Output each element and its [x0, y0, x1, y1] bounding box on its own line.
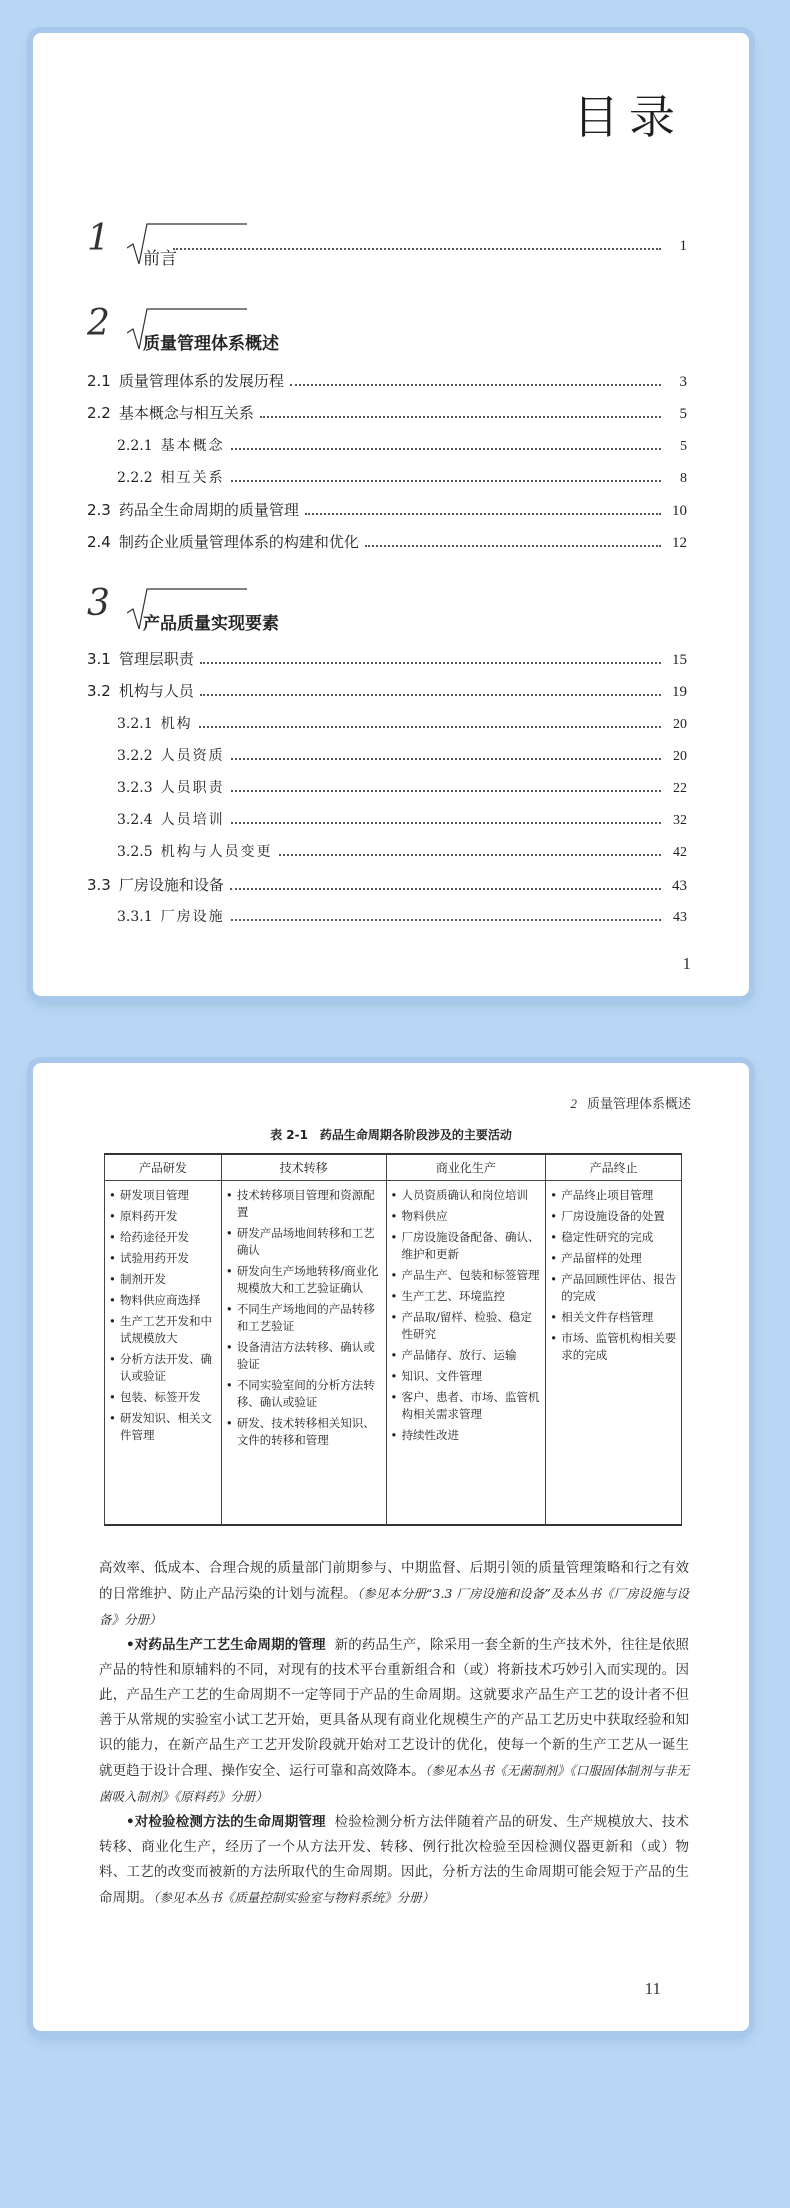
- leader-dots: [290, 384, 661, 386]
- toc-number: 3.2: [87, 682, 111, 700]
- toc-number: 2.2.1: [117, 438, 153, 454]
- list-item: • 研发、技术转移相关知识、文件的转移和管理: [226, 1415, 382, 1449]
- lifecycle-activities-table: [104, 1153, 682, 1526]
- toc-title: 目录: [573, 90, 685, 144]
- chapter-title: 前言: [143, 249, 177, 269]
- leader-dots: [231, 919, 661, 921]
- cross-reference: （参见本丛书《质量控制实验室与物料系统》分册）: [153, 1890, 435, 1905]
- toc-entry-title: 管理层职责: [118, 650, 194, 668]
- list-item: • 物料供应商选择: [109, 1292, 217, 1309]
- toc-row[interactable]: [173, 238, 687, 260]
- list-item: • 技术转移项目管理和资源配置: [226, 1187, 382, 1221]
- toc-page-number: 15: [672, 652, 687, 668]
- page-number: 11: [644, 1979, 661, 1998]
- leader-dots: [279, 854, 661, 856]
- table-caption: [33, 1126, 749, 1143]
- toc-page-number: 43: [673, 910, 687, 925]
- cross-reference: （参见本丛书《无菌制剂》《口服固体制剂与非无菌吸入制剂》《原料药》分册）: [99, 1763, 689, 1804]
- toc-page-number: 12: [672, 535, 687, 551]
- toc-entry-title: 机构与人员变更: [160, 844, 273, 860]
- table-number: 表 2-1: [270, 1128, 308, 1142]
- toc-row[interactable]: [117, 745, 687, 767]
- table-header-cell: 商业化生产: [386, 1154, 546, 1180]
- toc-entry-title: 基本概念: [160, 438, 225, 454]
- list-item: • 物料供应: [391, 1208, 542, 1225]
- toc-page: [33, 33, 749, 996]
- toc-page-number: 8: [680, 471, 687, 486]
- paragraph-text: 新的药品生产，除采用一套全新的生产技术外，往往是依照产品的特性和原辅料的不同，对现有的技术平台重新组合和（或）将新技术巧妙引入而实现的。因此，产品生产工艺的生命周期不一定等同于产品的生命周期。这就要求产品生产工艺的设计者不但善于从常规的实验室小试工艺开始，更具备从现有商业化规模生产的产品工艺历史中获取经验和知识的能力，在新产品生产工艺开发阶段就开始对工艺设计的优化，使每一个新的生产工艺从一诞生就更趋于设计合理、操作安全、运行可靠和高效降本。: [99, 1637, 689, 1779]
- toc-row[interactable]: [117, 713, 687, 735]
- toc-page-number: 20: [673, 749, 687, 764]
- table-caption-text: 药品生命周期各阶段涉及的主要活动: [319, 1128, 512, 1142]
- paragraph-lead: • 对药品生产工艺生命周期的管理: [126, 1637, 326, 1653]
- list-item: • 研发项目管理: [109, 1187, 217, 1204]
- leader-dots: [260, 416, 661, 418]
- toc-page-number: 43: [672, 878, 687, 894]
- list-item: • 人员资质确认和岗位培训: [391, 1187, 542, 1204]
- table-header-cell: 技术转移: [221, 1154, 386, 1180]
- chapter-title: 产品质量实现要素: [143, 614, 279, 634]
- list-item: • 不同实验室间的分析方法转移、确认或验证: [226, 1377, 382, 1411]
- toc-row[interactable]: [117, 435, 687, 457]
- toc-entry-title: 厂房设施和设备: [118, 876, 224, 894]
- toc-row[interactable]: [87, 680, 687, 702]
- toc-page-number: 3: [679, 374, 687, 390]
- leader-dots: [365, 545, 661, 547]
- leader-dots: [231, 790, 661, 792]
- toc-page-number: 1: [679, 238, 687, 254]
- list-item: • 不同生产场地间的产品转移和工艺验证: [226, 1301, 382, 1335]
- body-text: [99, 1556, 689, 1911]
- toc-row[interactable]: [117, 906, 687, 928]
- list-item: • 生产工艺、环境监控: [391, 1288, 542, 1305]
- list-item: • 研发向生产场地转移/商业化规模放大和工艺验证确认: [226, 1263, 382, 1297]
- toc-number: 2.4: [87, 533, 111, 551]
- running-head-chapter-title: 质量管理体系概述: [586, 1097, 691, 1112]
- list-item: • 产品取/留样、检验、稳定性研究: [391, 1309, 542, 1343]
- leader-dots: [200, 694, 661, 696]
- chapter-title: 质量管理体系概述: [143, 334, 279, 354]
- toc-number: 3.2.5: [117, 844, 153, 860]
- toc-row[interactable]: [117, 841, 687, 863]
- cross-reference: （参见本分册“3.3 厂房设施和设备”及本丛书《厂房设施与设备》分册）: [99, 1586, 689, 1627]
- leader-dots: [231, 480, 661, 482]
- list-item: • 市场、监管机构相关要求的完成: [550, 1330, 677, 1364]
- table-column-rd: [105, 1180, 222, 1525]
- paragraph-text: 检验检测分析方法伴随着产品的研发、生产规模放大、技术转移、商业化生产，经历了一个从方法开发、转移、例行批次检验至因检测仪器更新和（或）物料、工艺的改变而被新的方法所取代的生命周期。因此，分析方法的生命周期可能会短于产品的生命周期。: [99, 1814, 689, 1906]
- list-item: • 给药途径开发: [109, 1229, 217, 1246]
- toc-entry-title: 质量管理体系的发展历程: [118, 372, 284, 390]
- running-head-chapter-number: 2: [570, 1096, 577, 1111]
- chapter-3-heading[interactable]: [87, 583, 687, 635]
- toc-number: 3.1: [87, 650, 111, 668]
- leader-dots: [231, 758, 661, 760]
- list-item: • 设备清洁方法转移、确认或验证: [226, 1339, 382, 1373]
- toc-number: 2.1: [87, 372, 111, 390]
- paragraph: [99, 1633, 689, 1810]
- toc-entry-title: 人员资质: [160, 748, 225, 764]
- running-head: [570, 1093, 691, 1112]
- list-item: • 持续性改进: [391, 1427, 542, 1444]
- list-item: • 试验用药开发: [109, 1250, 217, 1267]
- toc-entry-title: 制药企业质量管理体系的构建和优化: [118, 533, 359, 551]
- toc-number: 2.3: [87, 501, 111, 519]
- list-item: • 产品终止项目管理: [550, 1187, 677, 1204]
- toc-page-number: 5: [680, 439, 687, 454]
- toc-number: 3.3.1: [117, 909, 153, 925]
- toc-entry-title: 机构与人员: [118, 682, 194, 700]
- table-column-tech-transfer: [221, 1180, 386, 1525]
- toc-row[interactable]: [87, 648, 687, 670]
- toc-page-number: 20: [673, 717, 687, 732]
- table-column-discontinuation: [546, 1180, 682, 1525]
- list-item: • 分析方法开发、确认或验证: [109, 1351, 217, 1385]
- table-column-commercial: [386, 1180, 546, 1525]
- toc-entry-title: 厂房设施: [160, 909, 225, 925]
- toc-row[interactable]: [87, 402, 687, 424]
- toc-number: 3.2.2: [117, 748, 153, 764]
- leader-dots: [173, 248, 661, 250]
- toc-entry-title: 人员职责: [160, 780, 225, 796]
- content-page: [33, 1063, 749, 2031]
- chapter-number: 3: [87, 583, 110, 624]
- paragraph-lead: • 对检验检测方法的生命周期管理: [126, 1814, 326, 1830]
- toc-page-number: 10: [672, 503, 687, 519]
- toc-number: 2.2.2: [117, 470, 153, 486]
- leader-dots: [199, 726, 661, 728]
- leader-dots: [231, 822, 661, 824]
- toc-number: 2.2: [87, 404, 111, 422]
- list-item: • 厂房设施设备配备、确认、维护和更新: [391, 1229, 542, 1263]
- toc-row[interactable]: [87, 370, 687, 392]
- toc-entry-title: 基本概念与相互关系: [118, 404, 254, 422]
- list-item: • 厂房设施设备的处置: [550, 1208, 677, 1225]
- list-item: • 生产工艺开发和中试规模放大: [109, 1313, 217, 1347]
- leader-dots: [230, 888, 661, 890]
- list-item: • 稳定性研究的完成: [550, 1229, 677, 1246]
- toc-row[interactable]: [87, 499, 687, 521]
- toc-page-number: 22: [673, 781, 687, 796]
- chapter-number: 1: [87, 218, 110, 259]
- toc-page-number: 32: [673, 813, 687, 828]
- table-header-cell: 产品研发: [105, 1154, 222, 1180]
- toc-number: 3.2.4: [117, 812, 153, 828]
- toc-entry-title: 机构: [160, 716, 193, 732]
- toc-row[interactable]: [87, 531, 687, 553]
- list-item: • 制剂开发: [109, 1271, 217, 1288]
- paragraph-text: 高效率、低成本、合理合规的质量部门前期参与、中期监督、后期引领的质量管理策略和行之有效的日常维护、防止产品污染的计划与流程。: [99, 1560, 689, 1602]
- toc-page-number: 19: [672, 684, 687, 700]
- list-item: • 产品留样的处理: [550, 1250, 677, 1267]
- toc-page-number: 42: [673, 845, 687, 860]
- list-item: • 产品回顾性评估、报告的完成: [550, 1271, 677, 1305]
- chapter-number: 2: [87, 303, 110, 344]
- leader-dots: [231, 448, 661, 450]
- toc-row[interactable]: [87, 874, 687, 896]
- toc-entry-title: 人员培训: [160, 812, 225, 828]
- toc-row[interactable]: [117, 467, 687, 489]
- toc-page-number: 5: [679, 406, 687, 422]
- leader-dots: [200, 662, 661, 664]
- list-item: • 包装、标签开发: [109, 1389, 217, 1406]
- list-item: • 相关文件存档管理: [550, 1309, 677, 1326]
- toc-row[interactable]: [117, 777, 687, 799]
- toc-row[interactable]: [117, 809, 687, 831]
- list-item: • 产品生产、包装和标签管理: [391, 1267, 542, 1284]
- toc-entry-title: 相互关系: [160, 470, 225, 486]
- leader-dots: [305, 513, 661, 515]
- toc-number: 3.2.3: [117, 780, 153, 796]
- list-item: • 客户、患者、市场、监管机构相关需求管理: [391, 1389, 542, 1423]
- page-number: 1: [682, 954, 691, 973]
- list-item: • 研发知识、相关文件管理: [109, 1410, 217, 1444]
- toc-number: 3.2.1: [117, 716, 153, 732]
- table-header-cell: 产品终止: [546, 1154, 682, 1180]
- chapter-2-heading[interactable]: [87, 303, 687, 355]
- paragraph: [99, 1556, 689, 1633]
- list-item: • 研发产品场地间转移和工艺确认: [226, 1225, 382, 1259]
- paragraph: [99, 1810, 689, 1911]
- list-item: • 知识、文件管理: [391, 1368, 542, 1385]
- list-item: • 产品储存、放行、运输: [391, 1347, 542, 1364]
- list-item: • 原料药开发: [109, 1208, 217, 1225]
- toc-entry-title: 药品全生命周期的质量管理: [118, 501, 299, 519]
- toc-number: 3.3: [87, 876, 111, 894]
